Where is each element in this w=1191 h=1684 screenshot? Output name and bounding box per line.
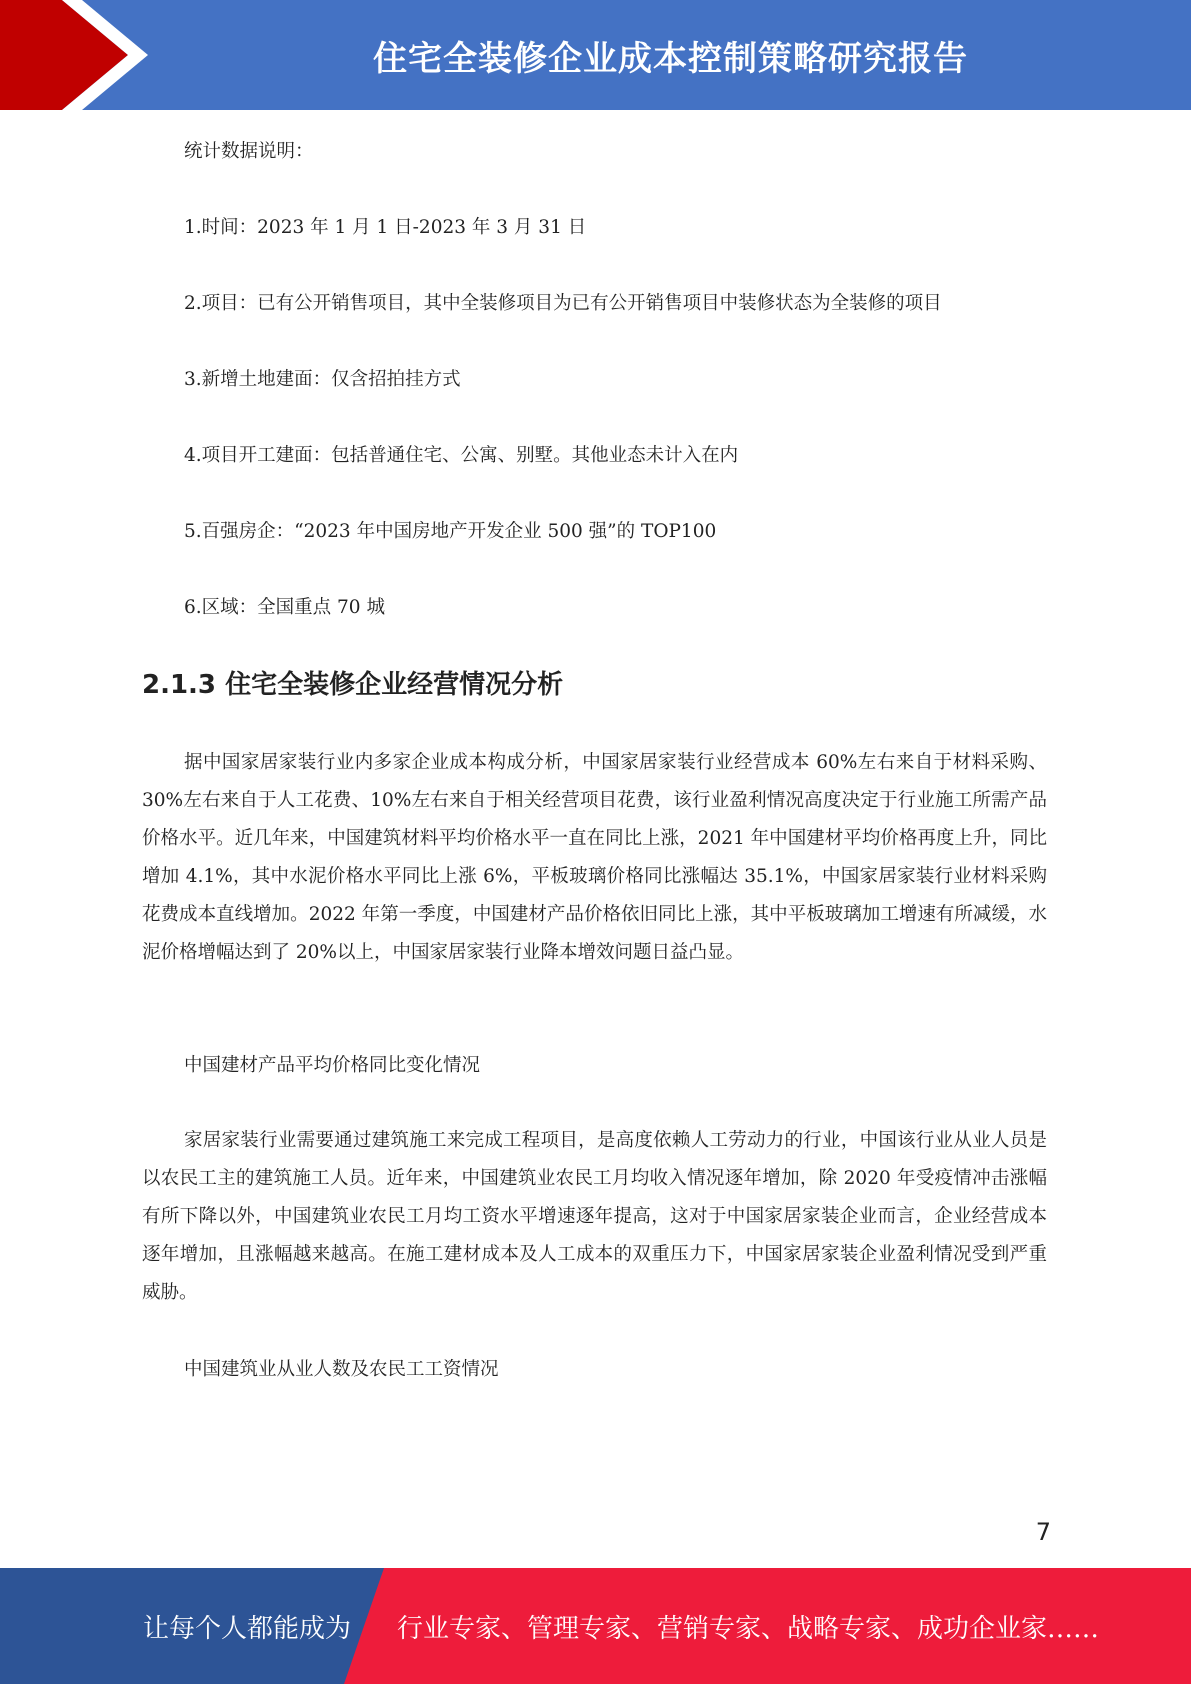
paragraph-labor-cost: 家居家装行业需要通过建筑施工来完成工程项目，是高度依赖人工劳动力的行业，中国该行业从业人员是以农民工主的建筑施工人员。近年来，中国建筑业农民工月均收入情况逐年增加，除 2020 年受疫情冲击涨幅有所下降以外，中国建筑业农民工月均工资水平增速逐年提高，这对于中国家居家装企业而言，企业经营成本逐年增加，且涨幅越来越高。在施工建材成本及人工成本的双重压力下，中国家居家装企业盈利情况受到严重威胁。	[142, 1130, 1047, 1303]
footer-slogan-right: 行业专家、管理专家、营销专家、战略专家、成功企业家……	[397, 1613, 1100, 1644]
note-item-construction: 4.项目开工建面：包括普通住宅、公寓、别墅。其他业态未计入在内	[184, 445, 739, 466]
note-item-project: 2.项目：已有公开销售项目，其中全装修项目为已有公开销售项目中装修状态为全装修的项目	[184, 293, 942, 314]
note-item-time: 1.时间：2023 年 1 月 1 日-2023 年 3 月 31 日	[184, 217, 587, 238]
header-arrow-decoration	[0, 0, 160, 110]
note-item-land: 3.新增土地建面：仅含招拍挂方式	[184, 369, 461, 390]
section-heading: 2.1.3 住宅全装修企业经营情况分析	[142, 670, 564, 700]
page-header	[0, 0, 1191, 110]
footer-slogan-left: 让每个人都能成为	[143, 1613, 352, 1644]
report-title: 住宅全装修企业成本控制策略研究报告	[373, 38, 968, 79]
figure-caption-material-price: 中国建材产品平均价格同比变化情况	[184, 1055, 481, 1076]
page-number: 7	[1035, 1518, 1051, 1546]
notes-title: 统计数据说明：	[184, 141, 314, 162]
paragraph-material-cost: 据中国家居家装行业内多家企业成本构成分析，中国家居家装行业经营成本 60%左右来自于材料采购、30%左右来自于人工花费、10%左右来自于相关经营项目花费，该行业盈利情况高度决定于行业施工所需产品价格水平。近几年来，中国建筑材料平均价格水平一直在同比上涨，2021 年中国建材平均价格再度上升，同比增加 4.1%，其中水泥价格水平同比上涨 6%，平板玻璃价格同比涨幅达 35.1%，中国家居家装行业材料采购花费成本直线增加。2022 年第一季度，中国建材产品价格依旧同比上涨，其中平板玻璃加工增速有所减缓，水泥价格增幅达到了 20%以上，中国家居家装行业降本增效问题日益凸显。	[142, 752, 1047, 963]
page-footer	[0, 1568, 1191, 1684]
figure-caption-labor: 中国建筑业从业人数及农民工工资情况	[184, 1359, 499, 1380]
note-item-region: 6.区域：全国重点 70 城	[184, 597, 385, 618]
note-item-top100: 5.百强房企：“2023 年中国房地产开发企业 500 强”的 TOP100	[184, 521, 717, 542]
